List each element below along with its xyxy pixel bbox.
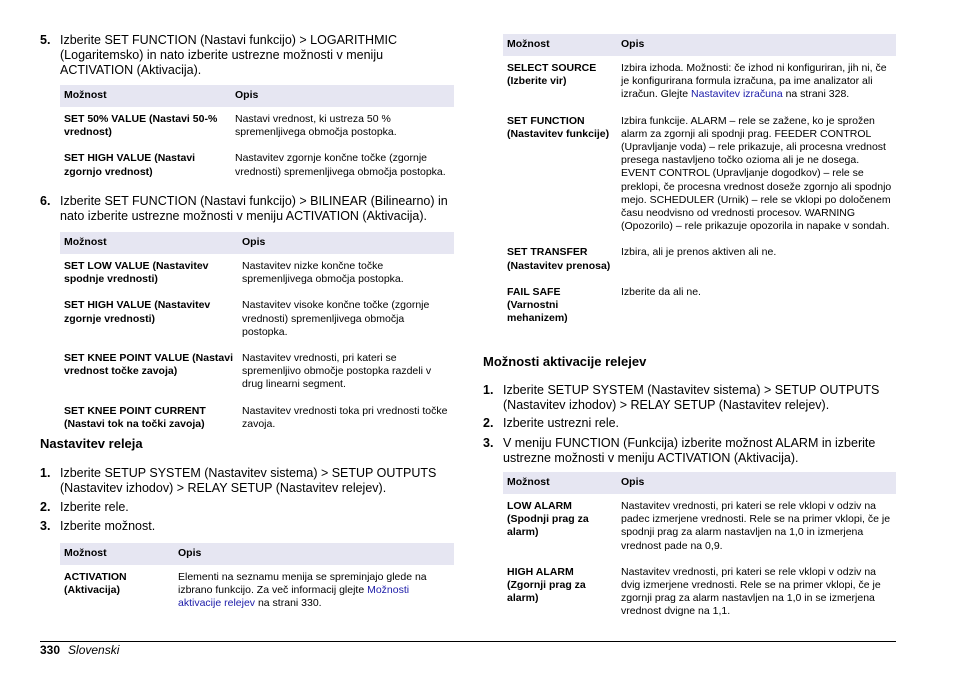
step-number: 6. (40, 194, 51, 208)
alarm-options-table (503, 472, 896, 626)
logarithmic-options-table (60, 85, 454, 186)
table-row (60, 346, 454, 399)
option-description: Nastavitev zgornje končne točke (zgornje vrednosti) spremenljivega območja postopka. (235, 152, 446, 178)
bilinear-options-table (60, 232, 454, 438)
step-number: 3. (40, 519, 51, 533)
activation-step-1 (483, 383, 896, 415)
step-text: Izberite ustrezni rele. (503, 416, 620, 430)
activation-step-3 (483, 436, 896, 468)
relay-settings-table (503, 34, 896, 332)
table-row (60, 146, 454, 185)
option-description: Nastavitev vrednosti, pri kateri se rele vklopi v odziv na dvig izmerjene vrednosti. Rele se na primer vklopi, če je zgornji prag za alarm nastavljen na 1,0 in se izmerjena vrednost dvigne na 1,1. (621, 565, 881, 618)
step-text: Izberite rele. (60, 500, 129, 514)
calculation-setup-link[interactable]: Nastavitev izračuna (691, 88, 783, 101)
option-name: HIGH ALARM (Zgornji prag za alarm) (507, 565, 586, 605)
option-name: SET LOW VALUE (Nastavitev spodnje vrednosti) (64, 260, 209, 286)
table-row (60, 399, 454, 438)
option-name: SET KNEE POINT VALUE (Nastavi vrednost točke zavoja) (64, 352, 234, 378)
step-number: 3. (483, 436, 494, 450)
step-6 (40, 194, 454, 226)
header-option: Možnost (503, 34, 617, 56)
page-footer (40, 643, 119, 657)
header-option: Možnost (60, 85, 231, 107)
table-row (503, 56, 896, 109)
table-header-row (503, 34, 896, 56)
option-name: SET HIGH VALUE (Nastavi zgornjo vrednost) (64, 152, 196, 178)
table-row (503, 109, 896, 241)
step-text: Izberite SETUP SYSTEM (Nastavitev sistema) > SETUP OUTPUTS (Nastavitev izhodov) > RELAY SETUP (Nastavitev relejev). (503, 383, 880, 412)
step-number: 2. (40, 500, 51, 514)
step-5 (40, 33, 454, 78)
option-description: Nastavitev vrednosti, pri kateri se rele vklopi v odziv na padec izmerjene vrednosti. Rele se na primer vklopi, če je spodnji prag za alarm nastavljen na 1,0 in izmerjena vrednost pade na 0,9. (621, 500, 891, 552)
header-description: Opis (617, 472, 896, 494)
step-text: Izberite SET FUNCTION (Nastavi funkcijo) > LOGARITHMIC (Logaritemsko) in nato izberite ustrezne možnosti v meniju ACTIVATION (Aktivacija). (60, 33, 397, 77)
table-row (503, 280, 896, 333)
description-text: na strani 328. (782, 88, 850, 101)
step-text: Izberite SETUP SYSTEM (Nastavitev sistema) > SETUP OUTPUTS (Nastavitev izhodov) > RELAY SETUP (Nastavitev relejev). (60, 466, 437, 495)
table-header-row (60, 232, 454, 254)
section-title-relay-setup: Nastavitev releja (40, 436, 143, 451)
option-description (617, 56, 896, 109)
relay-step-1 (40, 466, 454, 498)
step-text: V meniju FUNCTION (Funkcija) izberite možnost ALARM in izberite ustrezne možnosti v meniju ACTIVATION (Aktivacija). (503, 436, 876, 465)
table-row (60, 107, 454, 146)
step-text: Izberite možnost. (60, 519, 156, 533)
step-text: Izberite SET FUNCTION (Nastavi funkcijo) > BILINEAR (Bilinearno) in nato izberite ustrezne možnosti v meniju ACTIVATION (Aktivacija). (60, 194, 448, 223)
option-description: Nastavitev visoke končne točke (zgornje vrednosti) spremenljivega območja postopka. (242, 299, 430, 338)
header-description: Opis (231, 85, 454, 107)
option-name: SET FUNCTION (Nastavitev funkcije) (507, 114, 610, 140)
table-header-row (60, 85, 454, 107)
option-description: Nastavitev vrednosti, pri kateri se spremenljivo območje postopka razdeli v drug linearni segment. (242, 352, 432, 391)
step-number: 5. (40, 33, 51, 47)
relay-options-table (60, 543, 454, 618)
option-description: Nastavi vrednost, ki ustreza 50 % spremenljivega območja postopka. (235, 113, 397, 139)
table-row (503, 560, 896, 626)
option-name: SET 50% VALUE (Nastavi 50-% vrednost) (64, 113, 218, 139)
table-header-row (60, 543, 454, 565)
description-text: Izbira izhoda. Možnosti: če izhod ni konfiguriran, jih ni, če je konfigurirana formula izračuna, pa ime analizator ali izračun. Glejte (621, 62, 887, 101)
table-row (503, 494, 896, 560)
description-text: Elementi na seznamu menija se spreminjajo glede na izbrano funkcijo. Za več informacij glejte (178, 571, 427, 597)
activation-options-link[interactable]: Možnosti aktivacije relejev (178, 584, 410, 610)
header-description: Opis (238, 232, 454, 254)
header-description: Opis (617, 34, 896, 56)
option-name: ACTIVATION (Aktivacija) (64, 571, 127, 597)
activation-step-2 (483, 416, 896, 432)
step-number: 1. (483, 383, 494, 397)
header-option: Možnost (60, 543, 174, 565)
table-row (60, 293, 454, 346)
option-description: Izbira funkcije. ALARM – rele se zažene, ko je sprožen alarm za zgornji ali spodnji prag. FEEDER CONTROL (Upravljanje voda) – rele prikazuje, ali procesna vrednost presega nastavljeno točko ozioma ali je ne dosega. EVENT CONTROL (Upravljanje dogodkov) – rele se preklopi, če procesna vrednost doseže zgornjo ali spodnjo mejo. SCHEDULER (Urnik) – rele se vklopi po določenem času neodvisno od vrednosti procesov. WARNING (Opozorilo) – rele prikazuje opozorila in napake v sondah. (621, 114, 892, 233)
step-number: 1. (40, 466, 51, 480)
option-name: FAIL SAFE (Varnostni mehanizem) (507, 285, 568, 325)
table-row (60, 254, 454, 293)
step-number: 2. (483, 416, 494, 430)
table-header-row (503, 472, 896, 494)
footer-language: Slovenski (68, 643, 120, 657)
header-option: Možnost (60, 232, 238, 254)
option-name: SELECT SOURCE (Izberite vir) (507, 62, 597, 88)
option-description: Nastavitev vrednosti toka pri vrednosti točke zavoja. (242, 404, 448, 430)
relay-step-2 (40, 500, 454, 516)
option-description: Izberite da ali ne. (621, 285, 701, 298)
option-description: Nastavitev nizke končne točke spremenljivega območja postopka. (242, 260, 404, 286)
page-number: 330 (40, 643, 61, 657)
footer-divider (40, 641, 896, 642)
header-description: Opis (174, 543, 454, 565)
header-option: Možnost (503, 472, 617, 494)
option-name: LOW ALARM (Spodnji prag za alarm) (507, 500, 589, 539)
option-name: SET KNEE POINT CURRENT (Nastavi tok na točki zavoja) (64, 404, 206, 430)
option-description: Izbira, ali je prenos aktiven ali ne. (621, 246, 777, 259)
description-text: na strani 330. (255, 597, 322, 610)
relay-step-3 (40, 519, 454, 535)
option-description (174, 565, 454, 618)
section-title-relay-activation: Možnosti aktivacije relejev (483, 354, 647, 369)
table-row (503, 240, 896, 279)
option-name: SET HIGH VALUE (Nastavitev zgornje vrednosti) (64, 299, 211, 325)
option-name: SET TRANSFER (Nastavitev prenosa) (507, 246, 611, 272)
table-row (60, 565, 454, 618)
